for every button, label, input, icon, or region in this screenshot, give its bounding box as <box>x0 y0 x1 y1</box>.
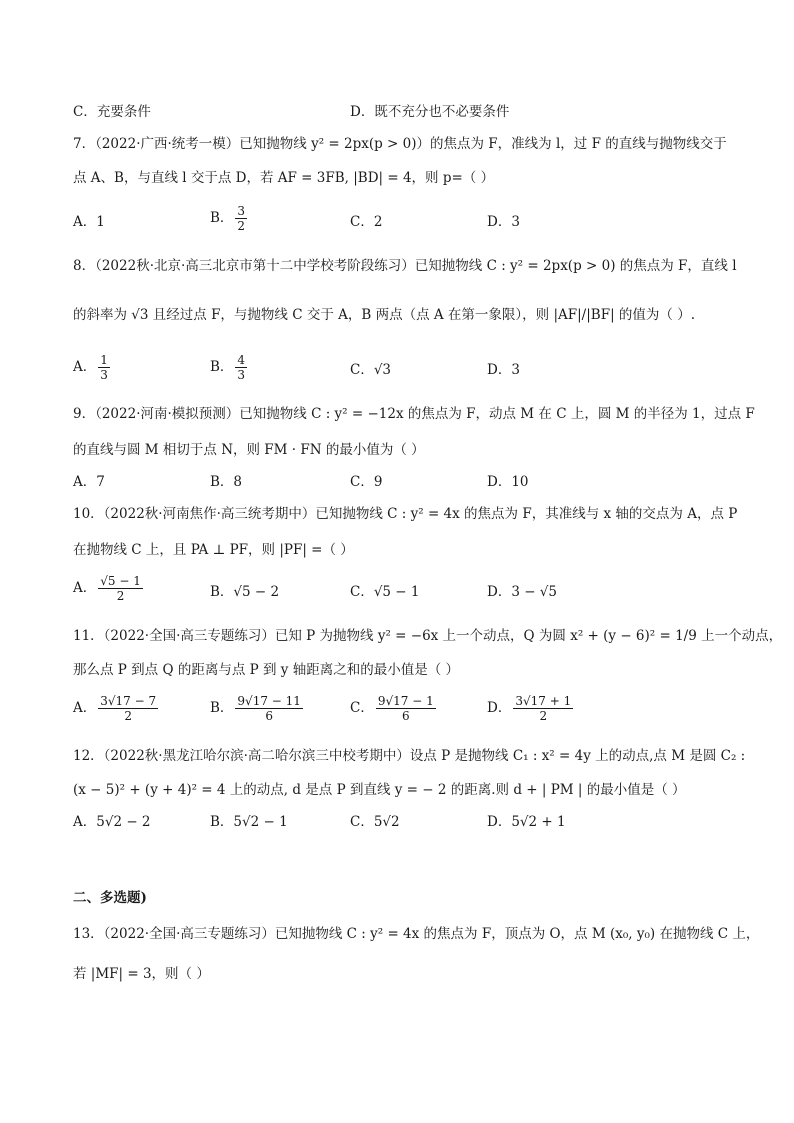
q11-option-d-denominator: 2 <box>539 709 548 723</box>
q12-option-a: A．5√2 − 2 <box>73 814 151 830</box>
q11-option-c-fraction <box>376 694 436 723</box>
q11-option-d <box>487 694 575 723</box>
q12-option-d: D．5√2 + 1 <box>487 814 566 830</box>
q10-option-d: D．3 − √5 <box>487 584 557 600</box>
q11-option-c-denominator: 6 <box>401 709 410 723</box>
q6-option-d: D．既不充分也不必要条件 <box>350 104 510 120</box>
q7-option-b-denominator: 2 <box>237 219 246 233</box>
q11-option-a-fraction <box>98 694 158 723</box>
q11-option-c-numerator: 9√17 − 1 <box>377 694 434 708</box>
q8-option-a <box>73 353 112 382</box>
q11-option-b-denominator: 6 <box>265 709 273 723</box>
q13-stem-line2: 若 |MF| = 3，则（ ） <box>73 966 210 982</box>
q12-stem-line1: 12．（2022秋·黑龙江哈尔滨·高二哈尔滨三中校考期中）设点 P 是抛物线 C₁ : x² = 4y 上的动点,点 M 是圆 C₂ : <box>73 748 746 764</box>
q8-option-a-fraction <box>98 353 110 382</box>
q10-stem-line1: 10．（2022秋·河南焦作·高三统考期中）已知抛物线 C : y² = 4x 的焦点为 F，其准线与 x 轴的交点为 A，点 P <box>73 506 738 522</box>
q11-option-c-label: C． <box>350 700 374 716</box>
q10-option-a-denominator: 2 <box>116 589 125 603</box>
q9-stem-line2: 的直线与圆 M 相切于点 N，则 FM · FN 的最小值为（ ） <box>73 442 425 458</box>
q12-option-b: B．5√2 − 1 <box>210 814 288 830</box>
q8-option-d: D．3 <box>487 362 520 378</box>
q7-option-d: D．3 <box>487 214 520 230</box>
q10-option-c: C．√5 − 1 <box>350 584 420 600</box>
q11-stem-line2: 那么点 P 到点 Q 的距离与点 P 到 y 轴距离之和的最小值是（ ） <box>73 662 459 678</box>
q11-option-b-fraction <box>235 694 303 723</box>
q10-option-a-numerator: √5 − 1 <box>100 574 141 588</box>
q8-stem-line2: 的斜率为 √3 且经过点 F，与抛物线 C 交于 A，B 两点（点 A 在第一象限），则 |AF|/|BF| 的值为（ ）. <box>73 307 695 323</box>
q8-option-b-numerator: 4 <box>237 353 246 367</box>
q11-option-b-label: B． <box>210 700 234 716</box>
q7-option-b <box>210 204 249 233</box>
q11-option-b <box>210 694 305 723</box>
q11-option-c <box>350 694 438 723</box>
q11-option-a-label: A． <box>73 700 97 716</box>
q8-option-a-denominator: 3 <box>100 368 108 382</box>
q11-option-a-denominator: 2 <box>124 709 132 723</box>
q7-option-a: A．1 <box>73 214 105 230</box>
q9-option-a: A．7 <box>73 474 105 490</box>
q7-option-b-fraction <box>235 204 247 233</box>
q8-option-b-label: B． <box>210 359 234 375</box>
section-heading-multi-choice: 二、多选题) <box>73 890 147 906</box>
q9-option-d: D．10 <box>487 474 529 490</box>
q8-option-b-denominator: 3 <box>237 368 246 382</box>
q10-stem-line2: 在抛物线 C 上，且 PA ⊥ PF，则 |PF| =（ ） <box>73 542 354 558</box>
q11-option-d-fraction <box>513 694 573 723</box>
q10-option-b: B．√5 − 2 <box>210 584 280 600</box>
q7-option-c: C．2 <box>350 214 383 230</box>
q11-stem-line1: 11．（2022·全国·高三专题练习）已知 P 为抛物线 y² = −6x 上一个动点，Q 为圆 x² + (y − 6)² = 1/9 上一个动点， <box>73 628 783 644</box>
q13-stem-line1: 13．（2022·全国·高三专题练习）已知抛物线 C : y² = 4x 的焦点为 F，顶点为 O，点 M (x₀, y₀) 在抛物线 C 上， <box>73 926 760 942</box>
q6-option-c: C．充要条件 <box>73 104 151 120</box>
q8-option-b-fraction <box>235 353 247 382</box>
q12-stem-line2: (x − 5)² + (y + 4)² = 4 上的动点, d 是点 P 到直线 y = − 2 的距离.则 d + | PM | 的最小值是（ ） <box>73 782 686 798</box>
q12-option-c: C．5√2 <box>350 814 400 830</box>
q10-option-a-label: A． <box>73 580 97 596</box>
q11-option-b-numerator: 9√17 − 11 <box>237 694 301 708</box>
q10-option-a <box>73 574 145 603</box>
q8-option-c: C．√3 <box>350 362 392 378</box>
q11-option-a-numerator: 3√17 − 7 <box>100 694 157 708</box>
q7-option-b-numerator: 3 <box>237 204 246 218</box>
q11-option-a <box>73 694 160 723</box>
q9-stem-line1: 9．（2022·河南·模拟预测）已知抛物线 C : y² = −12x 的焦点为 F，动点 M 在 C 上，圆 M 的半径为 1，过点 F <box>73 406 755 422</box>
q9-option-c: C．9 <box>350 474 383 490</box>
q11-option-d-label: D． <box>487 700 512 716</box>
q9-option-b: B．8 <box>210 474 243 490</box>
q7-option-b-label: B． <box>210 210 234 226</box>
q8-option-b <box>210 353 249 382</box>
q7-stem-line1: 7．（2022·广西·统考一模）已知抛物线 y² = 2px(p > 0)）的焦点为 F，准线为 l，过 F 的直线与抛物线交于 <box>73 136 727 152</box>
q8-option-a-label: A． <box>73 359 97 375</box>
q8-stem-line1: 8．（2022秋·北京·高三北京市第十二中学校考阶段练习）已知抛物线 C : y² = 2px(p > 0) 的焦点为 F，直线 l <box>73 258 737 274</box>
q8-option-a-numerator: 1 <box>100 353 108 367</box>
q11-option-d-numerator: 3√17 + 1 <box>515 694 572 708</box>
q7-stem-line2: 点 A、B，与直线 l 交于点 D，若 AF = 3FB, |BD| = 4，则 p=（ ） <box>73 170 495 186</box>
q10-option-a-fraction <box>98 574 143 603</box>
